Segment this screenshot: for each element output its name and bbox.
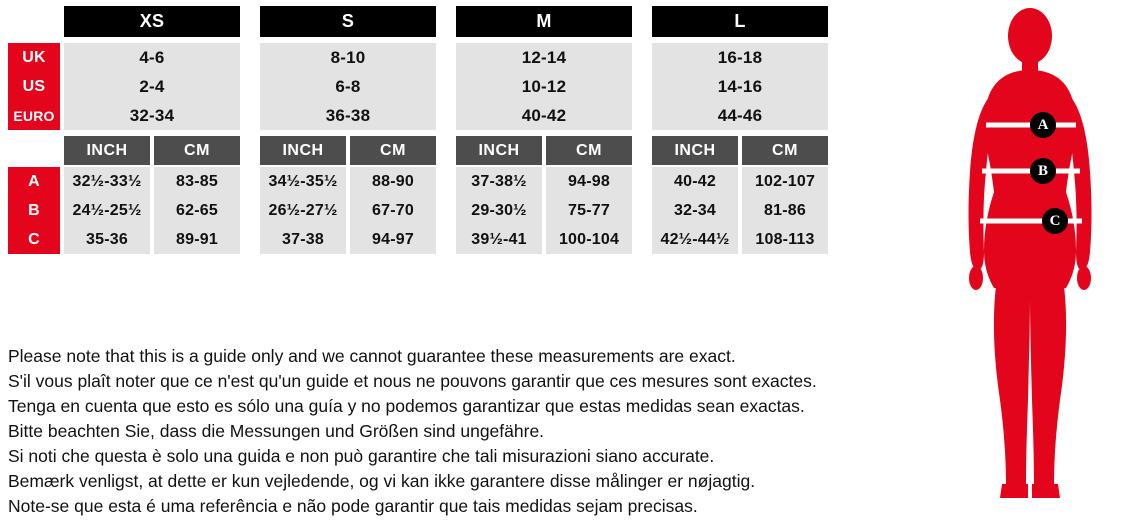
row-label-c: C bbox=[8, 225, 60, 254]
size-header-s: S bbox=[260, 6, 436, 37]
cell-c-m-inch: 39½-41 bbox=[456, 225, 542, 254]
cell-a-l-cm: 102-107 bbox=[742, 167, 828, 196]
row-label-b: B bbox=[8, 196, 60, 225]
cell-b-l bbox=[652, 196, 828, 225]
cell-uk-m: 12-14 bbox=[456, 43, 632, 72]
cell-c-xs-cm: 89-91 bbox=[154, 225, 240, 254]
cell-b-l-cm: 81-86 bbox=[742, 196, 828, 225]
unit-header-m bbox=[456, 136, 632, 165]
note-it: Si noti che questa è solo una guida e non può garantire che tali misurazioni siano accurate. bbox=[8, 446, 715, 466]
cell-us-s: 6-8 bbox=[260, 72, 436, 101]
cell-uk-l: 16-18 bbox=[652, 43, 828, 72]
row-label-a: A bbox=[8, 167, 60, 196]
cell-b-xs-inch: 24½-25½ bbox=[64, 196, 150, 225]
unit-header-l-inch: INCH bbox=[652, 136, 738, 165]
cell-c-s-cm: 94-97 bbox=[350, 225, 436, 254]
cell-c-xs bbox=[64, 225, 240, 254]
cell-a-m bbox=[456, 167, 632, 196]
cell-b-s bbox=[260, 196, 436, 225]
note-en: Please note that this is a guide only and we cannot guarantee these measurements are exact. bbox=[8, 346, 736, 366]
cell-c-l-inch: 42½-44½ bbox=[652, 225, 738, 254]
table-row-uk bbox=[8, 43, 864, 72]
cell-euro-xs: 32-34 bbox=[64, 101, 240, 130]
size-header-m: M bbox=[456, 6, 632, 37]
cell-a-s-inch: 34½-35½ bbox=[260, 167, 346, 196]
size-header-l: L bbox=[652, 6, 828, 37]
cell-c-s-inch: 37-38 bbox=[260, 225, 346, 254]
cell-c-s bbox=[260, 225, 436, 254]
cell-a-xs-cm: 83-85 bbox=[154, 167, 240, 196]
table-row-euro bbox=[8, 101, 864, 130]
corner-blank bbox=[8, 6, 60, 35]
cell-c-m bbox=[456, 225, 632, 254]
cell-a-s-cm: 88-90 bbox=[350, 167, 436, 196]
table-row-c bbox=[8, 225, 864, 254]
cell-uk-xs: 4-6 bbox=[64, 43, 240, 72]
table-row-a bbox=[8, 167, 864, 196]
note-de: Bitte beachten Sie, dass die Messungen und Größen sind ungefähre. bbox=[8, 421, 545, 441]
cell-b-m-inch: 29-30½ bbox=[456, 196, 542, 225]
cell-us-l: 14-16 bbox=[652, 72, 828, 101]
cell-us-m: 10-12 bbox=[456, 72, 632, 101]
female-body-silhouette-icon bbox=[930, 0, 1130, 516]
disclaimer-notes bbox=[8, 345, 888, 520]
note-da: Bemærk venligst, at dette er kun vejledende, og vi kan ikke garantere disse målinger er nøjagtig. bbox=[8, 471, 756, 491]
body-diagram bbox=[930, 0, 1130, 516]
size-header-row bbox=[8, 6, 864, 37]
cell-b-xs-cm: 62-65 bbox=[154, 196, 240, 225]
unit-header-s-inch: INCH bbox=[260, 136, 346, 165]
cell-b-xs bbox=[64, 196, 240, 225]
unit-header-s bbox=[260, 136, 436, 165]
note-pt: Note-se que esta é uma referência e não pode garantir que tais medidas sejam precisas. bbox=[8, 496, 698, 516]
unit-header-xs-inch: INCH bbox=[64, 136, 150, 165]
cell-a-l bbox=[652, 167, 828, 196]
table-row-b bbox=[8, 196, 864, 225]
row-label-euro: EURO bbox=[8, 101, 60, 130]
size-chart-table bbox=[8, 6, 864, 254]
cell-a-m-cm: 94-98 bbox=[546, 167, 632, 196]
cell-a-l-inch: 40-42 bbox=[652, 167, 738, 196]
unit-header-l-cm: CM bbox=[742, 136, 828, 165]
cell-b-m bbox=[456, 196, 632, 225]
cell-c-l-cm: 108-113 bbox=[742, 225, 828, 254]
cell-b-s-cm: 67-70 bbox=[350, 196, 436, 225]
unit-header-xs bbox=[64, 136, 240, 165]
note-es: Tenga en cuenta que esto es sólo una guía y no podemos garantizar que estas medidas sean exactas. bbox=[8, 396, 805, 416]
measure-marker-b: B bbox=[1030, 158, 1056, 184]
cell-euro-m: 40-42 bbox=[456, 101, 632, 130]
unit-header-s-cm: CM bbox=[350, 136, 436, 165]
table-row-us bbox=[8, 72, 864, 101]
cell-a-xs bbox=[64, 167, 240, 196]
cell-euro-l: 44-46 bbox=[652, 101, 828, 130]
cell-b-s-inch: 26½-27½ bbox=[260, 196, 346, 225]
unit-header-xs-cm: CM bbox=[154, 136, 240, 165]
cell-c-m-cm: 100-104 bbox=[546, 225, 632, 254]
cell-us-xs: 2-4 bbox=[64, 72, 240, 101]
note-fr: S'il vous plaît noter que ce n'est qu'un guide et nous ne pouvons garantir que ces mesures sont exactes. bbox=[8, 371, 817, 391]
measure-marker-c: C bbox=[1042, 208, 1068, 234]
unit-header-l bbox=[652, 136, 828, 165]
cell-a-m-inch: 37-38½ bbox=[456, 167, 542, 196]
cell-a-xs-inch: 32½-33½ bbox=[64, 167, 150, 196]
cell-euro-s: 36-38 bbox=[260, 101, 436, 130]
unit-header-m-cm: CM bbox=[546, 136, 632, 165]
row-label-uk: UK bbox=[8, 43, 60, 72]
unit-header-m-inch: INCH bbox=[456, 136, 542, 165]
size-header-xs: XS bbox=[64, 6, 240, 37]
row-label-us: US bbox=[8, 72, 60, 101]
cell-b-l-inch: 32-34 bbox=[652, 196, 738, 225]
cell-c-l bbox=[652, 225, 828, 254]
cell-uk-s: 8-10 bbox=[260, 43, 436, 72]
cell-b-m-cm: 75-77 bbox=[546, 196, 632, 225]
measure-marker-a: A bbox=[1030, 112, 1056, 138]
cell-a-s bbox=[260, 167, 436, 196]
cell-c-xs-inch: 35-36 bbox=[64, 225, 150, 254]
unit-header-row bbox=[8, 136, 864, 165]
